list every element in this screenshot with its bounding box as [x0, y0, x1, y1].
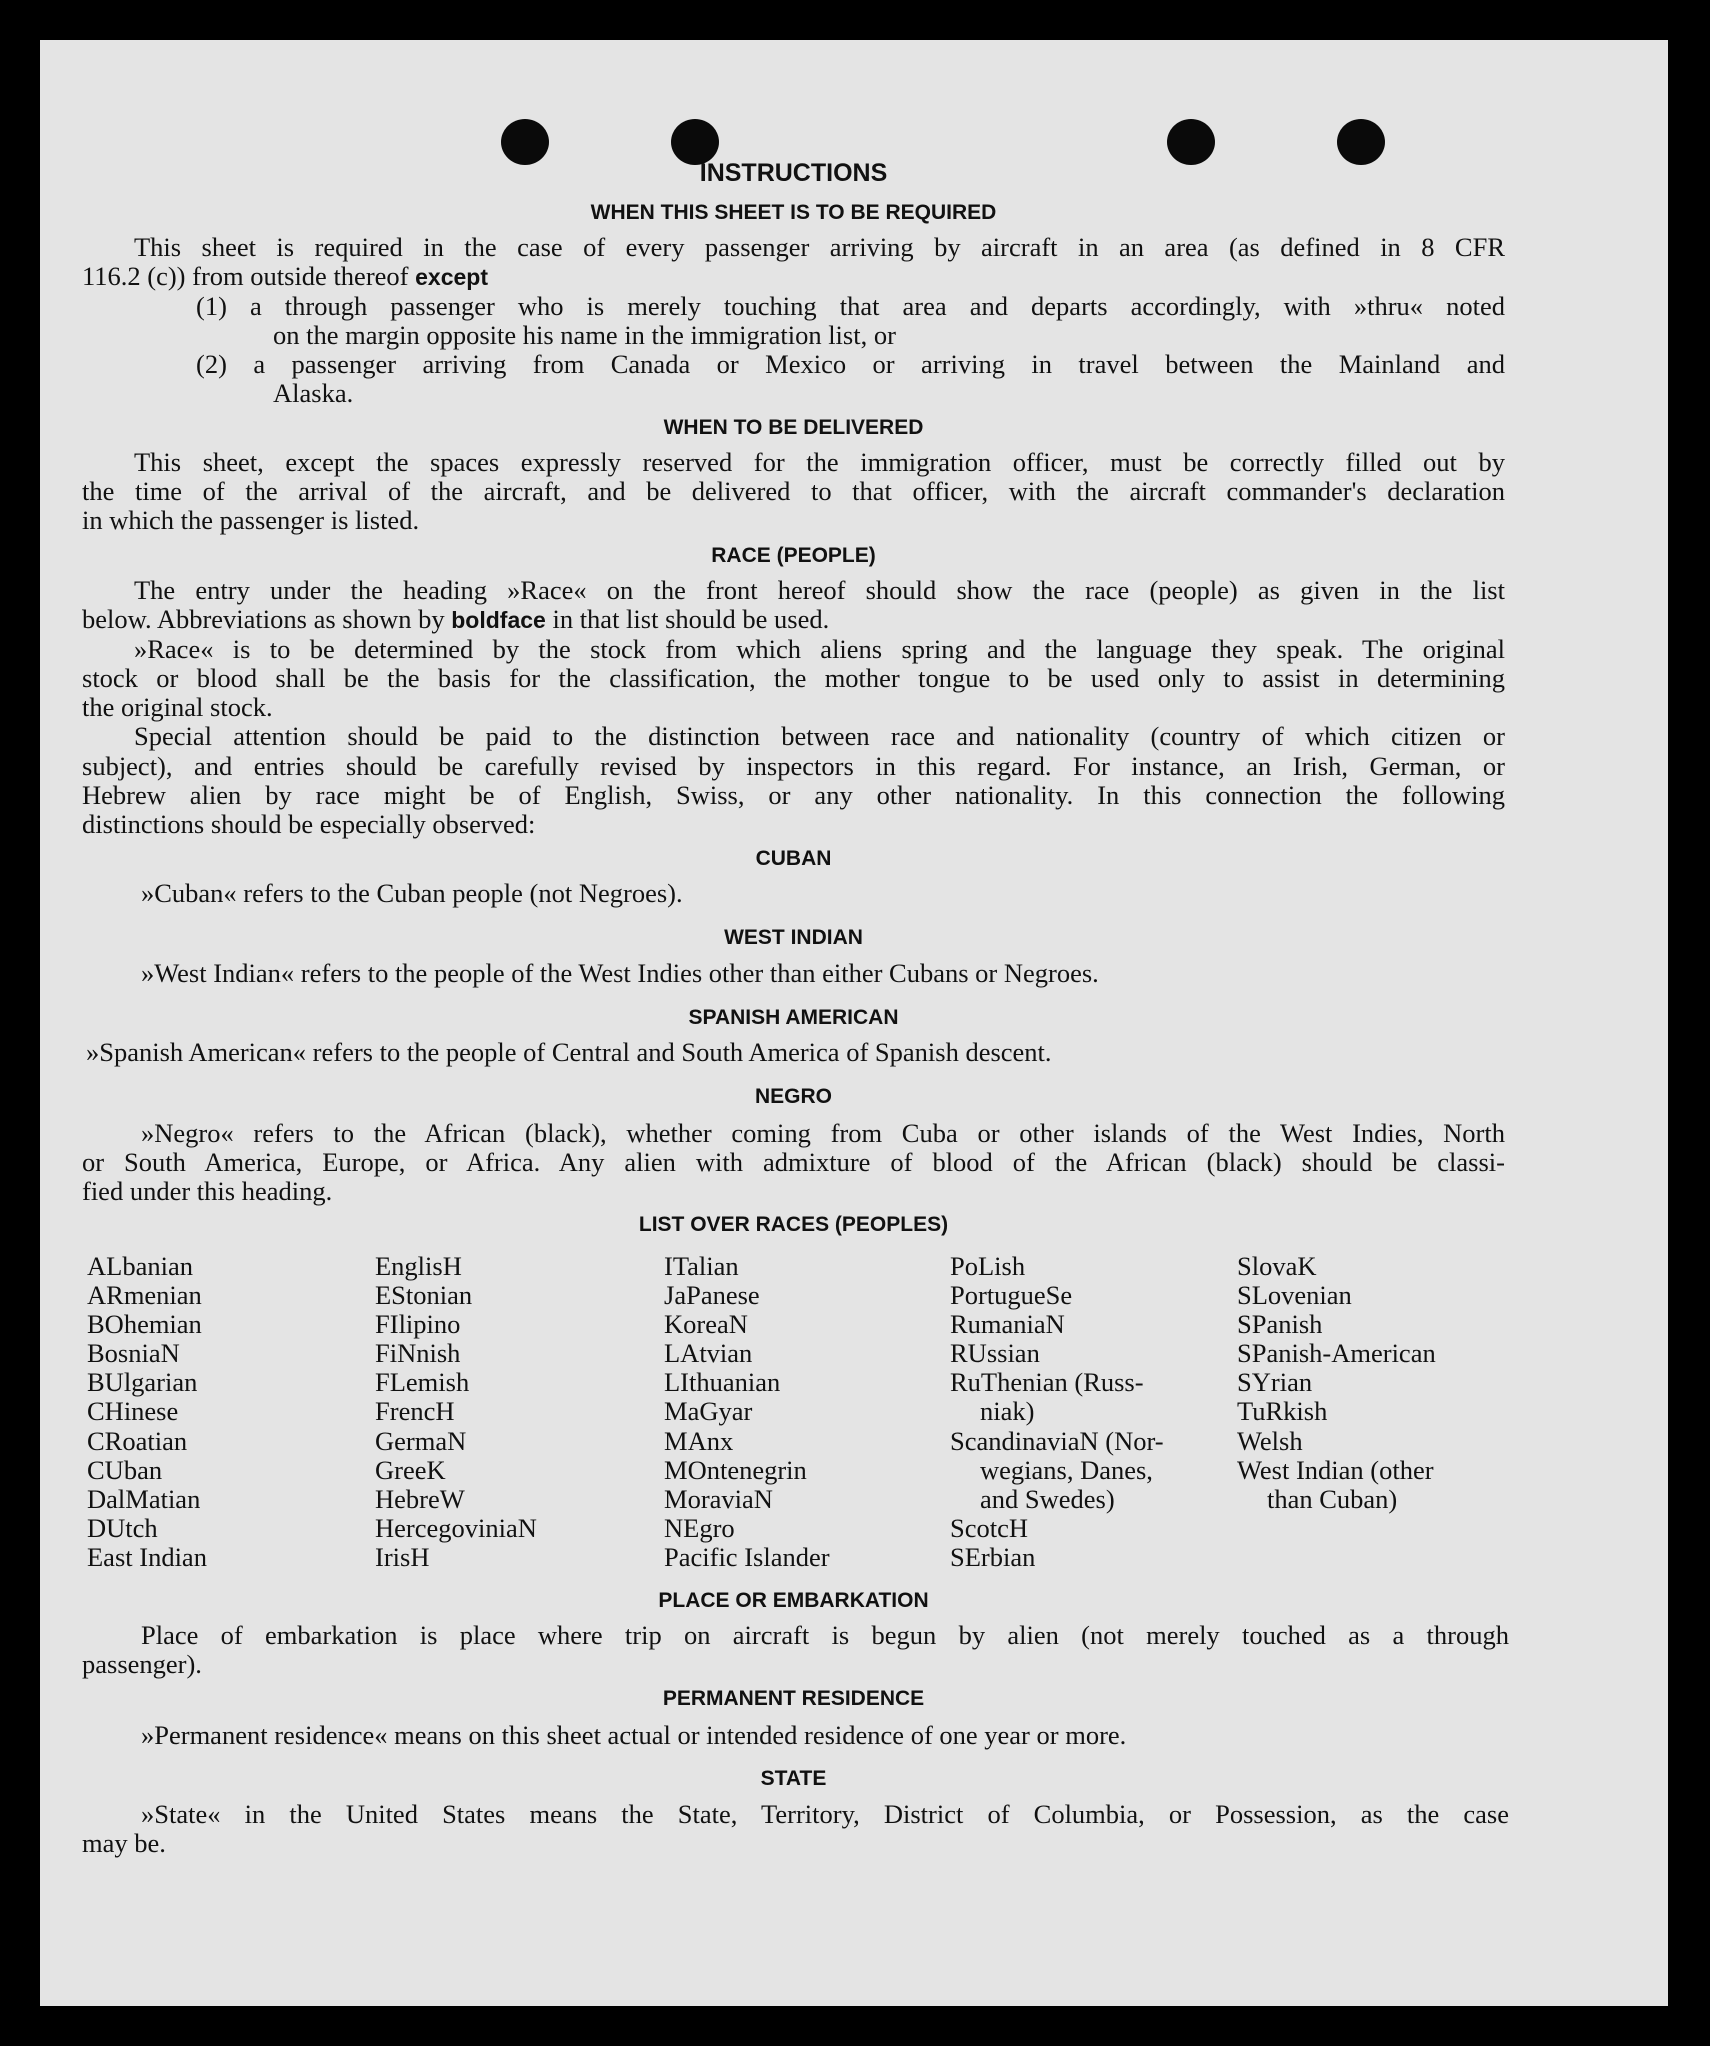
race-list-item: ScotcH: [950, 1512, 1029, 1543]
race-list-item: FiNnish: [375, 1338, 461, 1369]
section-body: [82, 1721, 1509, 1750]
section-heading: STATE: [760, 1767, 827, 1790]
text-line: [82, 664, 1505, 693]
section-heading: SPANISH AMERICAN: [688, 1006, 899, 1029]
race-list-item: than Cuban): [1267, 1483, 1398, 1514]
race-list-item: RuThenian (Russ-: [950, 1367, 1144, 1398]
text-segment: »Race« is to be determined by the stock from which aliens spring and the language they speak. The original: [134, 634, 1505, 665]
bold-text: boldface: [451, 607, 546, 634]
text-segment: Place of embarkation is place where trip on aircraft is begun by alien (not merely touched as a through: [141, 1620, 1509, 1650]
race-list-item: SPanish-American: [1237, 1338, 1436, 1369]
text-line: [82, 693, 1505, 722]
race-list-item: HebreW: [375, 1483, 465, 1514]
text-segment: »State« in the United States means the State, Territory, District of Columbia, or Possession, as the case: [141, 1799, 1509, 1829]
race-list-item: wegians, Danes,: [980, 1454, 1153, 1485]
race-list-item: Pacific Islander: [664, 1541, 830, 1572]
race-list-item: RumaniaN: [950, 1309, 1065, 1340]
race-list-item: BosniaN: [87, 1338, 180, 1369]
text-segment: The entry under the heading »Race« on the front hereof should show the race (people) as given in the list: [134, 575, 1505, 605]
text-line: [82, 1119, 1505, 1148]
text-line: [82, 1721, 1509, 1750]
race-list-item: CHinese: [87, 1396, 179, 1427]
text-line: [82, 879, 1505, 908]
race-list-item: PoLish: [950, 1251, 1026, 1281]
race-list-item: GermaN: [375, 1425, 467, 1456]
text-segment: »Permanent residence« means on this sheet actual or intended residence of one year or more.: [141, 1720, 1127, 1750]
race-list-item: SPanish: [1237, 1309, 1323, 1340]
race-list-item: FLemish: [375, 1367, 470, 1398]
text-line: [82, 233, 1505, 262]
text-segment: This sheet is required in the case of every passenger arriving by aircraft in an area (as defined in 8 CFR: [134, 232, 1505, 262]
race-list-item: PortugueSe: [950, 1280, 1073, 1311]
race-list-item: DUtch: [87, 1512, 158, 1543]
text-line: [82, 506, 1505, 535]
race-list-item: MOntenegrin: [664, 1454, 807, 1485]
section-body: [82, 879, 1505, 908]
section-heading: WEST INDIAN: [724, 926, 863, 949]
text-segment: in which the passenger is listed.: [82, 505, 420, 536]
race-list-item: IrisH: [375, 1541, 430, 1572]
race-list-item: ARmenian: [87, 1280, 202, 1311]
race-list-item: MAnx: [664, 1425, 734, 1456]
text-segment: fied under this heading.: [82, 1176, 333, 1207]
text-segment: subject), and entries should be carefully revised by inspectors in this regard. For instance, an Irish, German, or: [82, 750, 1505, 781]
section-body: [82, 1038, 1505, 1067]
section-heading: PERMANENT RESIDENCE: [662, 1687, 925, 1710]
text-line: [82, 379, 1505, 408]
text-line: [82, 576, 1505, 605]
text-line: [82, 1829, 1509, 1858]
race-list-item: TuRkish: [1237, 1396, 1328, 1427]
race-list-item: NEgro: [664, 1512, 735, 1543]
section-heading: CUBAN: [755, 847, 832, 870]
race-list-column: [950, 1252, 1164, 1572]
race-list-column: [375, 1252, 537, 1572]
race-list-item: DalMatian: [87, 1483, 201, 1514]
race-list-item: HercegoviniaN: [375, 1512, 537, 1543]
bold-text: except: [415, 264, 488, 291]
section-heading: RACE (PEOPLE): [711, 544, 876, 567]
race-list-column: [1237, 1252, 1436, 1514]
section-heading: LIST OVER RACES (PEOPLES): [638, 1213, 949, 1236]
race-list-item: West Indian (other: [1237, 1454, 1434, 1485]
text-line: [82, 321, 1505, 350]
text-line: [82, 635, 1505, 664]
race-list-item: MoraviaN: [664, 1483, 773, 1514]
text-line: [82, 448, 1505, 477]
text-segment: »Cuban« refers to the Cuban people (not Negroes).: [141, 878, 683, 908]
page-title: INSTRUCTIONS: [699, 159, 888, 187]
race-list-item: and Swedes): [980, 1483, 1115, 1514]
text-line: [82, 722, 1505, 751]
race-list-item: BUlgarian: [87, 1367, 198, 1398]
race-list-item: BOhemian: [87, 1309, 202, 1340]
text-line: [82, 959, 1505, 988]
race-list-item: East Indian: [87, 1541, 207, 1572]
race-list-item: CRoatian: [87, 1425, 188, 1456]
race-list-item: RUssian: [950, 1338, 1040, 1369]
section-body: [82, 959, 1505, 988]
race-list-item: SErbian: [950, 1541, 1036, 1572]
text-segment: stock or blood shall be the basis for the classification, the mother tongue to be used only to assist in determining: [82, 663, 1505, 694]
text-line: [82, 1177, 1505, 1206]
text-segment: »Spanish American« refers to the people of Central and South America of Spanish descent.: [86, 1037, 1052, 1067]
race-list-item: ScandinaviaN (Nor-: [950, 1425, 1164, 1456]
text-segment: in that list should be used.: [545, 604, 830, 635]
text-line: [82, 1650, 1509, 1679]
section-body: [82, 233, 1505, 409]
section-body: [82, 1119, 1505, 1206]
text-segment: the time of the arrival of the aircraft, and be delivered to that officer, with the aircraft commander's declaration: [82, 476, 1505, 507]
race-list-item: GreeK: [375, 1454, 446, 1485]
race-list-item: EnglisH: [375, 1251, 462, 1281]
section-heading: PLACE OR EMBARKATION: [658, 1589, 929, 1612]
text-segment: distinctions should be especially observed:: [82, 808, 536, 839]
text-segment: passenger).: [82, 1649, 202, 1680]
race-list-item: LIthuanian: [664, 1367, 781, 1398]
text-line: [82, 810, 1505, 839]
race-list-item: SlovaK: [1237, 1251, 1317, 1281]
race-list-item: LAtvian: [664, 1338, 753, 1369]
text-line: [82, 1800, 1509, 1829]
race-list-item: SLovenian: [1237, 1280, 1352, 1311]
race-list-item: FIlipino: [375, 1309, 461, 1340]
text-segment: (2) a passenger arriving from Canada or Mexico or arriving in travel between the Mainland and: [196, 349, 1505, 380]
race-list-item: CUban: [87, 1454, 163, 1485]
race-list-item: niak): [980, 1396, 1035, 1427]
race-list-item: SYrian: [1237, 1367, 1313, 1398]
race-list-item: ITalian: [664, 1251, 739, 1281]
text-line: [82, 350, 1505, 379]
section-body: [82, 576, 1505, 839]
text-segment: 116.2 (c)) from outside thereof: [82, 261, 416, 292]
race-list-item: JaPanese: [664, 1280, 760, 1311]
text-segment: the original stock.: [82, 692, 273, 723]
text-line: [82, 262, 1505, 292]
race-list-column: [87, 1252, 207, 1572]
text-line: [82, 605, 1505, 635]
text-line: [82, 752, 1505, 781]
text-segment: on the margin opposite his name in the immigration list, or: [273, 320, 896, 351]
text-segment: »West Indian« refers to the people of the West Indies other than either Cubans or Negroes.: [141, 958, 1099, 988]
text-segment: Special attention should be paid to the distinction between race and nationality (country of which citizen or: [134, 721, 1505, 752]
text-line: [82, 1038, 1505, 1067]
text-line: [82, 1148, 1505, 1177]
text-line: [82, 1621, 1509, 1650]
race-list-column: [664, 1252, 830, 1572]
text-segment: Hebrew alien by race might be of English, Swiss, or any other nationality. In this connection the following: [82, 779, 1505, 810]
section-heading: NEGRO: [754, 1085, 832, 1108]
text-segment: This sheet, except the spaces expressly reserved for the immigration officer, must be correctly filled out by: [134, 447, 1505, 477]
text-segment: »Negro« refers to the African (black), whether coming from Cuba or other islands of the West Indies, North: [141, 1118, 1505, 1148]
race-list-item: EStonian: [375, 1280, 473, 1311]
text-segment: may be.: [82, 1828, 166, 1859]
text-line: [82, 781, 1505, 810]
section-heading: WHEN TO BE DELIVERED: [663, 416, 924, 439]
text-line: [82, 477, 1505, 506]
text-line: [82, 292, 1505, 321]
text-segment: Alaska.: [273, 378, 354, 409]
text-segment: or South America, Europe, or Africa. Any alien with admixture of blood of the African (black) should be classi-: [82, 1147, 1505, 1178]
section-body: [82, 1621, 1509, 1679]
race-list-item: KoreaN: [664, 1309, 748, 1340]
section-body: [82, 448, 1505, 535]
race-list-item: Welsh: [1237, 1425, 1303, 1456]
race-list-item: ALbanian: [87, 1251, 193, 1281]
race-list-item: FrencH: [375, 1396, 455, 1427]
section-body: [82, 1800, 1509, 1858]
section-heading: WHEN THIS SHEET IS TO BE REQUIRED: [590, 201, 997, 224]
text-segment: below. Abbreviations as shown by: [82, 604, 452, 635]
race-list-item: MaGyar: [664, 1396, 753, 1427]
text-segment: (1) a through passenger who is merely touching that area and departs accordingly, with »thru« noted: [196, 291, 1505, 322]
